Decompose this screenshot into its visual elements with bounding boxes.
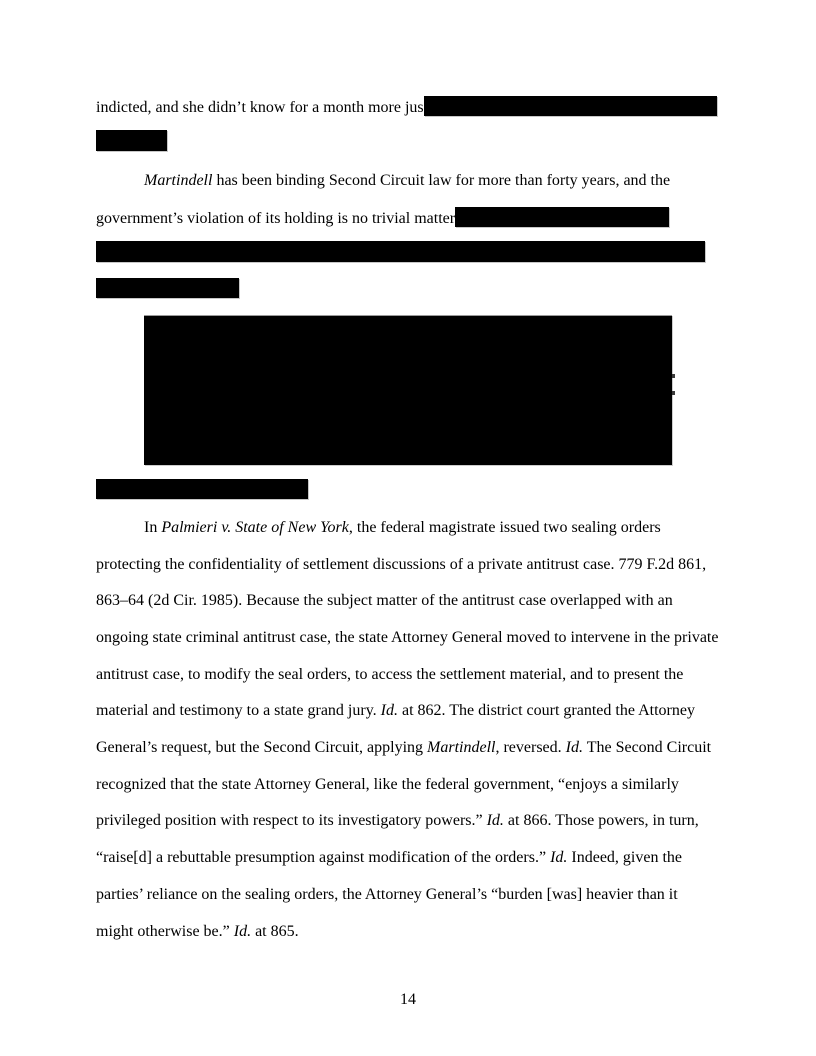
text-line — [144, 518, 661, 538]
text-segment: at 862. The district court granted the Attorney — [397, 702, 695, 719]
text-segment-italic: Id. — [550, 849, 568, 866]
redaction-edge-artifact — [672, 391, 675, 395]
text-line — [96, 775, 679, 795]
page-number: 14 — [400, 991, 416, 1008]
text-segment: privileged position with respect to its investigatory powers.” — [96, 812, 487, 829]
redaction-line — [96, 479, 308, 501]
text-segment: In — [144, 519, 162, 536]
text-line — [96, 885, 678, 905]
text-line — [96, 738, 711, 758]
text-line — [96, 922, 299, 942]
text-segment-italic: Id. — [565, 739, 583, 756]
text-segment: at 866. Those powers, in turn, — [503, 812, 699, 829]
text-line — [96, 628, 718, 648]
text-line — [96, 811, 699, 831]
text-segment-italic: Id. — [486, 812, 504, 829]
text-segment-italic: Palmieri v. State of New York — [161, 519, 349, 536]
text-segment: “raise[d] a rebuttable presumption against modification of the orders.” — [96, 849, 551, 866]
text-line — [96, 701, 695, 721]
redaction-bar — [455, 207, 669, 227]
text-segment-italic: Martindell — [144, 172, 213, 189]
text-line — [96, 207, 669, 229]
page-footer — [0, 990, 816, 1010]
redaction-bar — [424, 96, 717, 116]
text-segment-italic: Id. — [233, 923, 252, 940]
text-line — [144, 171, 670, 191]
text-segment: The Second Circuit — [582, 739, 712, 756]
text-segment: government’s violation of its holding is no trivial matter — [96, 210, 456, 227]
text-segment-italic: Martindell — [427, 739, 496, 756]
text-segment: , the federal magistrate issued two sealing orders — [348, 519, 661, 536]
text-line — [96, 96, 717, 118]
text-segment: at 865. — [251, 923, 299, 940]
redaction-bar — [96, 479, 308, 499]
redaction-bar — [96, 241, 705, 262]
text-line — [96, 591, 673, 611]
text-segment: parties’ reliance on the sealing orders, the Attorney General’s “burden [was] heavier than it — [96, 886, 678, 903]
text-segment: protecting the confidentiality of settlement discussions of a private antitrust case. 779 F.2d 861, — [96, 556, 707, 573]
text-segment: material and testimony to a state grand jury. — [96, 702, 381, 719]
text-segment: recognized that the state Attorney General, like the federal government, “enjoys a similarly — [96, 776, 679, 793]
redaction-line — [96, 130, 167, 153]
redaction-bar — [96, 130, 167, 151]
text-segment: antitrust case, to modify the seal orders, to access the settlement material, and to present the — [96, 666, 684, 683]
text-line — [96, 555, 706, 575]
text-segment: ongoing state criminal antitrust case, the state Attorney General moved to intervene in the private — [96, 629, 719, 646]
redaction-line — [96, 278, 239, 300]
text-line — [96, 665, 683, 685]
text-segment: 863–64 (2d Cir. 1985). Because the subject matter of the antitrust case overlapped with an — [96, 592, 673, 609]
text-segment: might otherwise be.” — [96, 923, 234, 940]
text-segment-italic: Id. — [380, 702, 398, 719]
text-segment: Indeed, given the — [567, 849, 683, 866]
redaction-line — [96, 241, 705, 264]
redaction-bar — [96, 278, 239, 298]
text-segment: General’s request, but the Second Circuit, applying — [96, 739, 428, 756]
block-redaction — [144, 315, 672, 465]
text-segment: has been binding Second Circuit law for more than forty years, and the — [212, 172, 671, 189]
text-line — [96, 848, 682, 868]
text-segment: , reversed. — [495, 739, 566, 756]
redaction-edge-artifact — [672, 374, 675, 378]
text-segment: indicted, and she didn’t know for a month more jus — [96, 99, 424, 116]
